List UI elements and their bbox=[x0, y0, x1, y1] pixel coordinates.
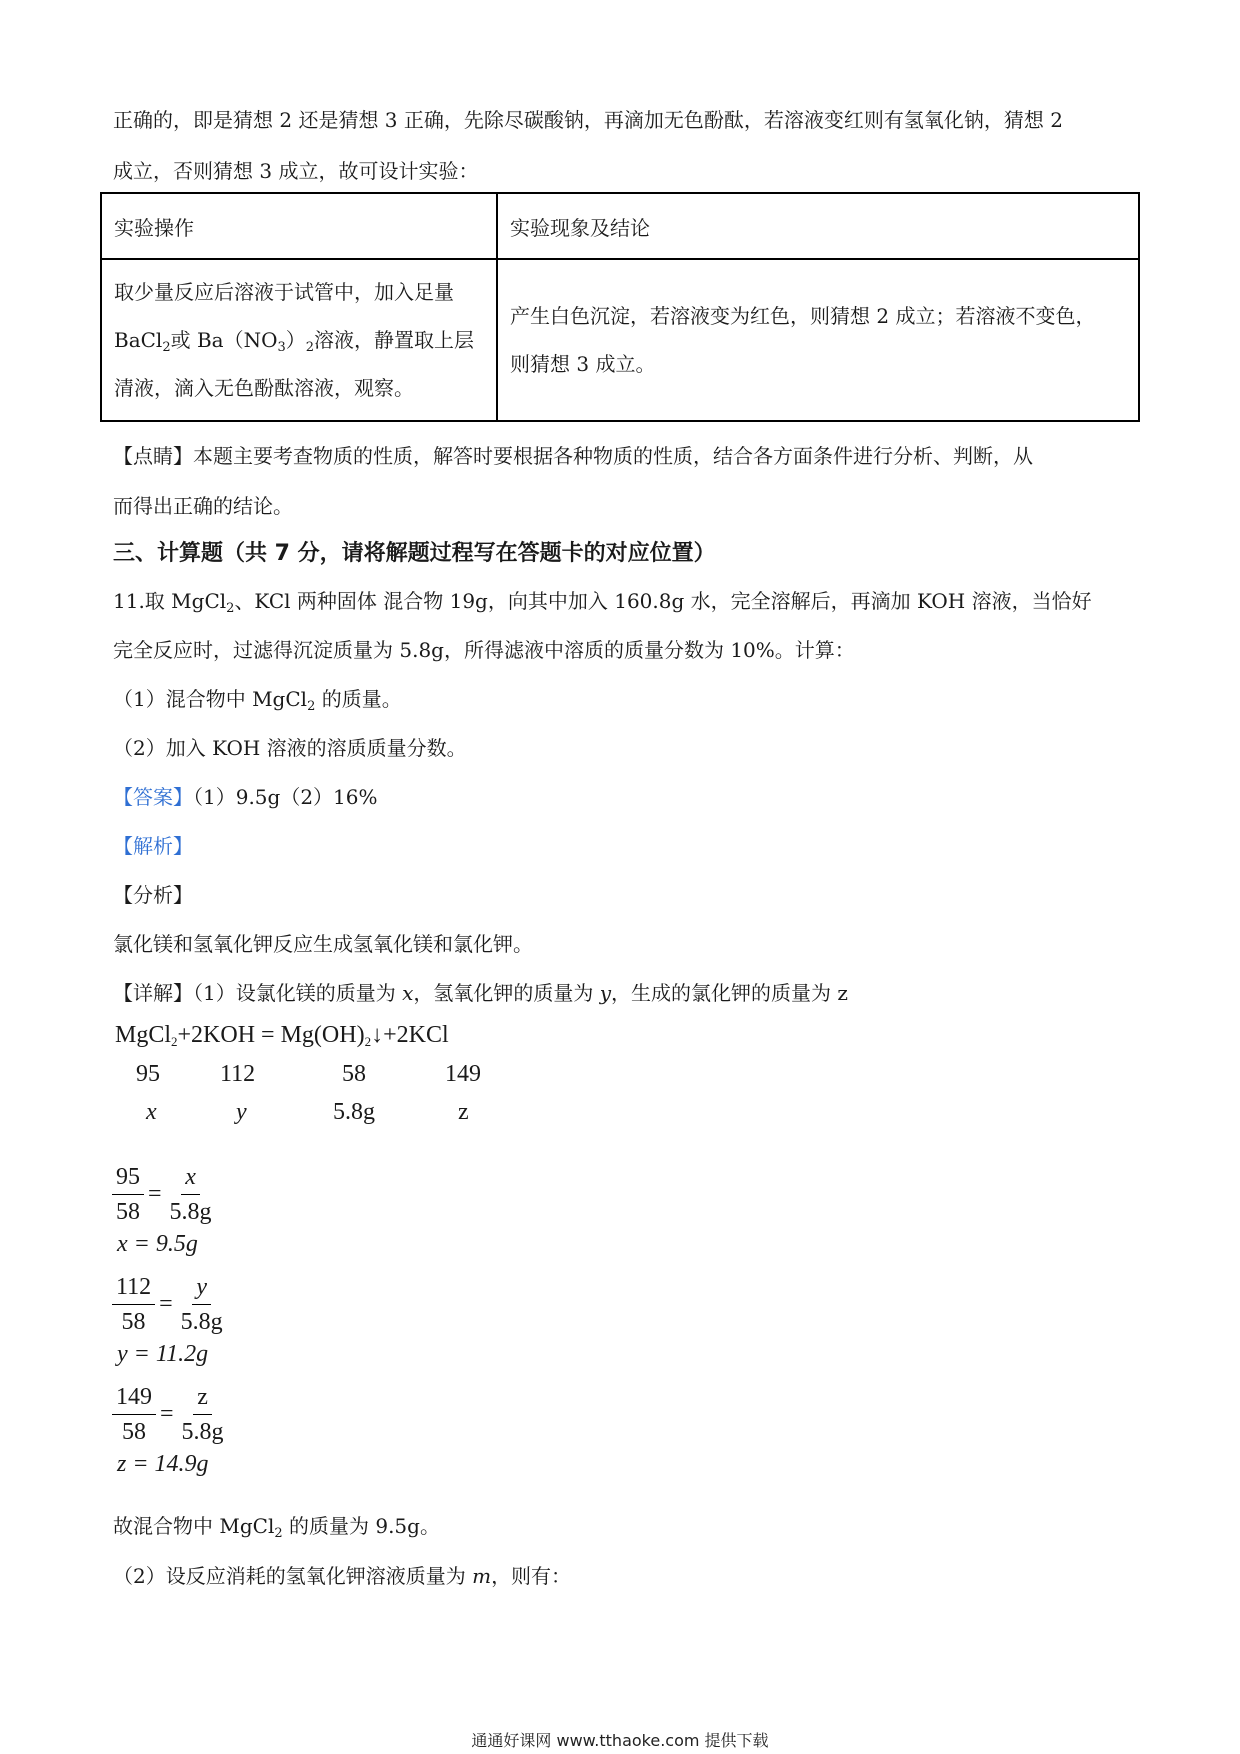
fenxi-text: 氯化镁和氢氧化钾反应生成氢氧化镁和氯化钾。 bbox=[113, 932, 533, 956]
table-header-cell: 实验操作 bbox=[101, 193, 497, 259]
eq-koh-moh: +2KOH = Mg(OH) bbox=[177, 1022, 365, 1048]
fraction-numerator: z bbox=[193, 1380, 212, 1415]
chem-subscript: 2 bbox=[171, 1034, 178, 1049]
proportion-equation bbox=[112, 1160, 216, 1229]
comment-line: 【点睛】本题主要考查物质的性质，解答时要根据各种物质的性质，结合各方面条件进行分析、判断，从 bbox=[113, 444, 1033, 468]
chemical-equation bbox=[115, 1022, 449, 1049]
result-line: 产生白色沉淀，若溶液变为红色，则猜想 2 成立；若溶液不变色， bbox=[510, 304, 1096, 328]
detail-tag: 【详解】 bbox=[113, 981, 193, 1005]
chem-subscript: 2 bbox=[307, 699, 316, 714]
eq-unknown: 5.8g bbox=[333, 1099, 375, 1125]
detail-line bbox=[113, 977, 848, 1006]
fraction-denominator: 5.8g bbox=[181, 1419, 224, 1445]
answer-line bbox=[113, 781, 378, 810]
section-heading: 三、计算题（共 7 分，请将解题过程写在答题卡的对应位置） bbox=[113, 541, 716, 566]
variable-m: m bbox=[472, 1564, 492, 1588]
question-text: 11.取 MgCl bbox=[113, 589, 227, 613]
sub-question: （2）加入 KOH 溶液的溶质质量分数。 bbox=[113, 736, 467, 760]
question-line: 完全反应时，过滤得沉淀质量为 5.8g，所得滤液中溶质的质量分数为 10%。计算： bbox=[113, 638, 855, 662]
chem-subscript: 2 bbox=[305, 340, 315, 355]
eq-mass: 149 bbox=[445, 1061, 481, 1087]
paragraph-line: 成立，否则猜想 3 成立，故可设计实验： bbox=[113, 159, 479, 183]
part2-text: （2）设反应消耗的氢氧化钾溶液质量为 bbox=[113, 1564, 473, 1588]
eq-unknown: x bbox=[146, 1099, 157, 1125]
fraction-denominator: 58 bbox=[122, 1419, 146, 1445]
answer-tag: 【答案】 bbox=[113, 785, 193, 809]
table-row bbox=[101, 259, 1139, 421]
sub-question-text: （1）混合物中 MgCl bbox=[113, 687, 308, 711]
table-header-cell: 实验现象及结论 bbox=[497, 193, 1139, 259]
fraction-denominator: 5.8g bbox=[180, 1309, 223, 1335]
eq-unknown: y bbox=[236, 1099, 247, 1125]
chem-subscript: 2 bbox=[364, 1034, 372, 1049]
fraction-denominator: 58 bbox=[116, 1199, 140, 1225]
fraction-numerator: 149 bbox=[112, 1380, 156, 1415]
result-line: x = 9.5g bbox=[117, 1231, 198, 1257]
conclusion-text: 的质量为 9.5g。 bbox=[282, 1514, 440, 1538]
fraction-numerator: 112 bbox=[112, 1270, 155, 1305]
variable-y: y bbox=[599, 981, 612, 1005]
variable-x: x bbox=[402, 981, 414, 1005]
eq-mass: 112 bbox=[220, 1061, 256, 1087]
chem-subscript: 3 bbox=[277, 340, 286, 355]
answer-text: （1）9.5g（2）16% bbox=[193, 785, 378, 809]
equals-sign: = bbox=[148, 1181, 162, 1207]
chem-subscript: 2 bbox=[162, 340, 171, 355]
chem-subscript: 2 bbox=[226, 601, 235, 616]
proportion-equation bbox=[112, 1270, 227, 1339]
operation-line: 取少量反应后溶液于试管中，加入足量 bbox=[114, 280, 454, 304]
analysis-tag: 【解析】 bbox=[113, 834, 193, 858]
fraction-denominator: 58 bbox=[121, 1309, 146, 1335]
part2-text: ，则有： bbox=[491, 1564, 572, 1588]
sub-question bbox=[113, 683, 402, 712]
fenxi-tag: 【分析】 bbox=[113, 883, 193, 907]
detail-text: ，氢氧化钾的质量为 bbox=[413, 981, 600, 1005]
question-line bbox=[113, 585, 1092, 614]
eq-unknown: z bbox=[458, 1099, 469, 1125]
eq-mass: 95 bbox=[136, 1061, 160, 1087]
fraction-numerator: 95 bbox=[112, 1160, 144, 1195]
proportion-equation bbox=[112, 1380, 228, 1449]
part2-line bbox=[113, 1560, 571, 1589]
fraction-numerator: x bbox=[181, 1160, 200, 1195]
equals-sign: = bbox=[159, 1291, 173, 1317]
paragraph-line: 正确的，即是猜想 2 还是猜想 3 正确，先除尽碳酸钠，再滴加无色酚酞，若溶液变红则有氢氧化钠，猜想 2 bbox=[113, 108, 1063, 132]
detail-text: ，生成的氯化钾的质量为 z bbox=[611, 981, 848, 1005]
page-footer: 通通好课网 www.tthaoke.com 提供下载 bbox=[471, 1731, 769, 1750]
conclusion-text: 故混合物中 MgCl bbox=[113, 1514, 275, 1538]
table-cell-operation bbox=[101, 259, 497, 421]
eq-mgcl: MgCl bbox=[115, 1022, 172, 1048]
fraction-denominator: 5.8g bbox=[169, 1199, 212, 1225]
chem-subscript: 2 bbox=[274, 1526, 283, 1541]
table-cell-result bbox=[497, 259, 1139, 421]
comment-line: 而得出正确的结论。 bbox=[113, 494, 293, 518]
sub-question-text: 的质量。 bbox=[315, 687, 402, 711]
result-line: z = 14.9g bbox=[117, 1451, 209, 1477]
result-line: 则猜想 3 成立。 bbox=[510, 352, 656, 376]
operation-line-tail: 溶液，静置取上层 bbox=[314, 328, 475, 352]
conclusion-line bbox=[113, 1510, 440, 1539]
detail-text: （1）设氯化镁的质量为 bbox=[193, 981, 403, 1005]
question-text: 、KCl 两种固体 混合物 19g，向其中加入 160.8g 水，完全溶解后，再滴加 KOH 溶液，当恰好 bbox=[234, 589, 1092, 613]
chem-bacl: BaCl bbox=[114, 328, 163, 352]
fraction-numerator: y bbox=[192, 1270, 211, 1305]
chem-close: ） bbox=[285, 328, 306, 352]
result-line: y = 11.2g bbox=[117, 1341, 209, 1367]
operation-line-chem bbox=[114, 316, 484, 364]
eq-kcl: ↓+2KCl bbox=[371, 1022, 449, 1048]
operation-line: 清液，滴入无色酚酞溶液，观察。 bbox=[114, 376, 414, 400]
eq-mass: 58 bbox=[342, 1061, 366, 1087]
table-header-row bbox=[101, 193, 1139, 259]
experiment-table bbox=[100, 192, 1140, 422]
equals-sign: = bbox=[160, 1401, 174, 1427]
chem-ba-no3: 或 Ba（NO bbox=[170, 328, 278, 352]
